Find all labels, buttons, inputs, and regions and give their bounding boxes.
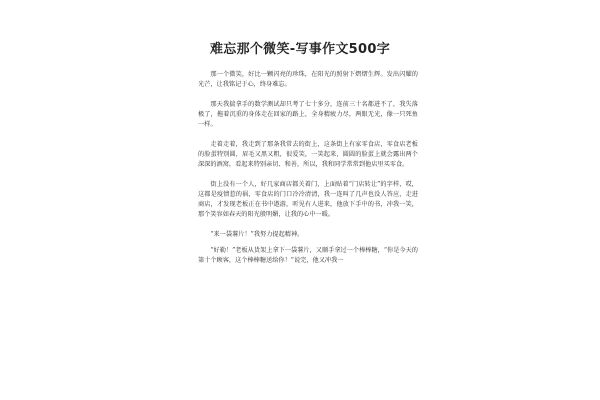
- paragraph: 走着走着，我走到了那条我常去的街上，这条街上有家零食店，零食店老板的脸蛋特别圆，眉毛又黑又粗，很爱笑，一笑起来，圆圆的脸蛋上就会露出两个深深的酒窝，看起来特别亲切、和善，所以，我和同学常常到他店里买零食。: [198, 141, 418, 168]
- paragraph: 那天我揣拿手的数学测试却只考了七十多分，连前三十名都进不了，我失落极了，拖着沉重的身体走在回家的路上，全身精疲力尽，两眼无光，像一只死鱼一样。: [198, 101, 418, 128]
- paragraph: 街上没有一个人，好几家商店都关着门，上面贴着“门店转让”的字样，哎，这都是疫情惹的祸，零食店的门口冷冷清清，我一连叫了几声也没人答应，走进商店，才发现老板正在书中遨游，听见有人进来，他放下手中的书，冲我一笑，那个笑容如春天的阳光般明媚，让我的心中一暖。: [198, 181, 418, 218]
- paragraph: 那一个微笑，好比一颗闪亮的珍珠，在阳光的照射下熠熠生辉。发出闪耀的光芒，让我铭记于心，终身难忘。: [198, 71, 418, 88]
- document-title: 难忘那个微笑-写事作文500字: [209, 42, 391, 57]
- paragraph: “好勒！”老板从货架上拿下一袋薯片，又顺手拿过一个棒棒糖，“你是今天的第十个顾客，这个棒棒糖送给你！”说完，他又冲我一: [198, 247, 418, 264]
- paragraph: “来一袋薯片！”我努力提起精神。: [210, 231, 304, 238]
- document-body: [198, 70, 418, 276]
